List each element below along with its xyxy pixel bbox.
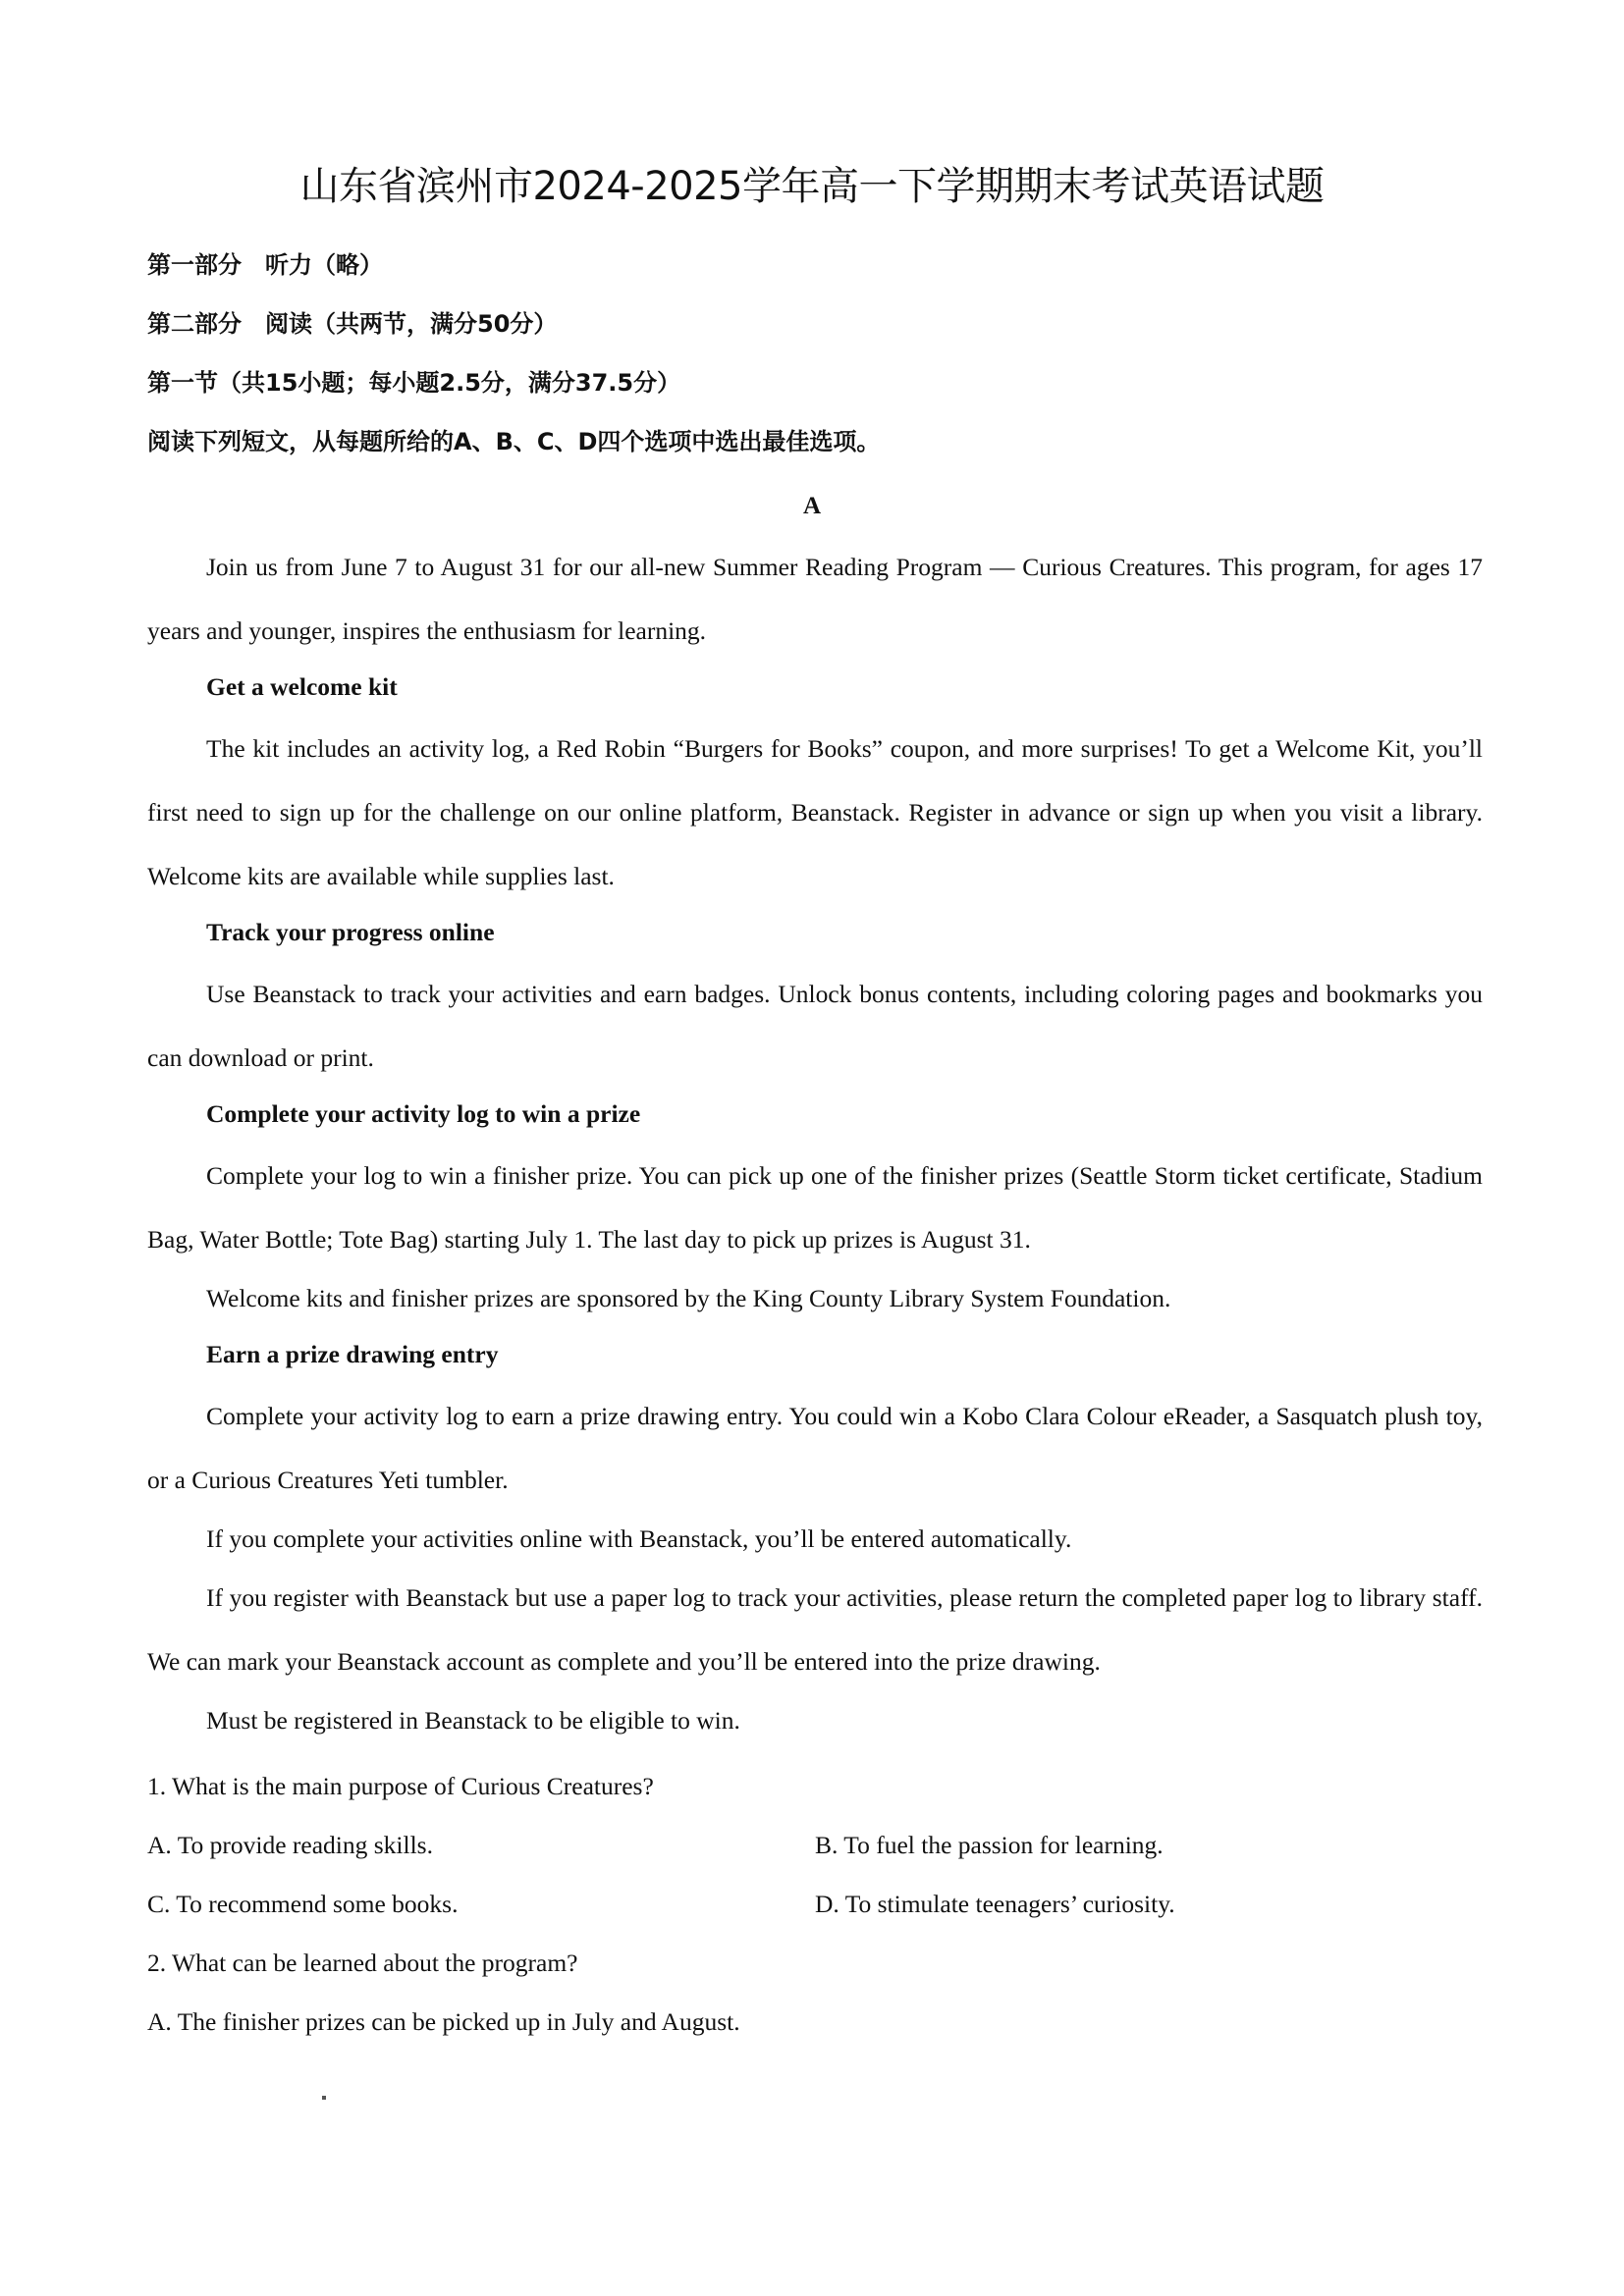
question-1-options-row-2 [147,1875,1483,1934]
subheading-welcome-kit: Get a welcome kit [206,672,398,701]
paragraph-finisher-prize: Complete your log to win a finisher prize. You can pick up one of the finisher prizes (Seattle Storm ticket certificate, Stadium Bag, Water Bottle; Tote Bag) starting July 1. The last day to pick up prizes is August 31. [147,1161,1483,1254]
paragraph-eligibility: Must be registered in Beanstack to be eligible to win. [206,1706,740,1735]
subheading-prize-drawing: Earn a prize drawing entry [206,1340,499,1368]
question-2-stem: 2. What can be learned about the program? [147,1949,578,1977]
stray-mark [322,2096,326,2100]
question-1-option-a[interactable]: A. To provide reading skills. [147,1831,433,1859]
paragraph-online-entry: If you complete your activities online with Beanstack, you’ll be entered automatically. [206,1524,1072,1553]
instructions: 阅读下列短文，从每题所给的A、B、C、D四个选项中选出最佳选项。 [147,428,881,455]
questions [147,1757,1483,2052]
passage-intro: Join us from June 7 to August 31 for our all-new Summer Reading Program — Curious Creatures. This program, for ages 17 years and younger, inspires the enthusiasm for learning. [147,553,1483,645]
subheading-activity-log: Complete your activity log to win a prize [206,1099,641,1128]
subheading-track-progress: Track your progress online [206,918,495,946]
paragraph-prize-drawing: Complete your activity log to earn a prize drawing entry. You could win a Kobo Clara Colour eReader, a Sasquatch plush toy, or a Curious Creatures Yeti tumbler. [147,1402,1483,1494]
passage-label: A [802,493,822,519]
paragraph-paper-log: If you register with Beanstack but use a paper log to track your activities, please return the completed paper log to library staff. We can mark your Beanstack account as complete and you’ll be entered into the prize drawing. [147,1583,1483,1676]
question-1-option-d[interactable]: D. To stimulate teenagers’ curiosity. [815,1890,1175,1918]
question-1-options-row-1 [147,1816,1483,1875]
question-1-option-b[interactable]: B. To fuel the passion for learning. [815,1831,1164,1859]
question-1-stem: 1. What is the main purpose of Curious Creatures? [147,1772,654,1800]
section-listening: 第一部分 听力（略） [147,251,383,279]
section-reading: 第二部分 阅读（共两节，满分50分） [147,310,558,338]
paragraph-sponsor: Welcome kits and finisher prizes are sponsored by the King County Library System Foundation. [206,1284,1171,1312]
paragraph-welcome-kit: The kit includes an activity log, a Red Robin “Burgers for Books” coupon, and more surprises! To get a Welcome Kit, you’ll first need to sign up for the challenge on our online platform, Beanstack. Register in advance or sign up when you visit a library. Welcome kits are available while supplies last. [147,734,1483,890]
section-part-one: 第一节（共15小题；每小题2.5分，满分37.5分） [147,369,681,397]
question-1-option-c[interactable]: C. To recommend some books. [147,1890,459,1918]
exam-title: 山东省滨州市2024-2025学年高一下学期期末考试英语试题 [299,164,1325,209]
passage-body [147,535,1483,1747]
paragraph-track-progress: Use Beanstack to track your activities and earn badges. Unlock bonus contents, including coloring pages and bookmarks you can download or print. [147,980,1483,1072]
question-2-option-a[interactable]: A. The finisher prizes can be picked up in July and August. [147,2007,740,2036]
